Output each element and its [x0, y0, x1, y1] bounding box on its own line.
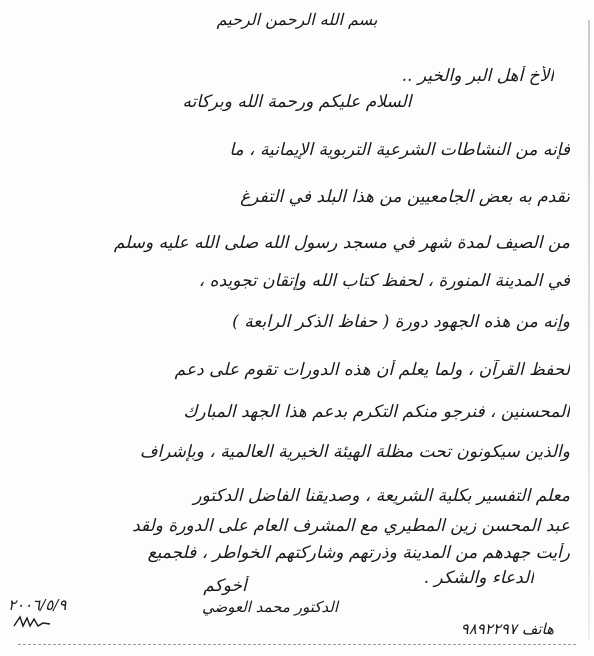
body-line: من الصيف لمدة شهر في مسجد رسول الله صلى الله عليه وسلم	[113, 233, 570, 253]
body-line: الدعاء والشكر .	[423, 568, 534, 588]
body-line: وإنه من هذه الجهود دورة ( حفاظ الذكر الرابعة )	[232, 312, 570, 332]
body-line: لحفظ القرآن ، ولما يعلم أن هذه الدورات تقوم على دعم	[174, 360, 570, 380]
body-line: رأيت جهدهم من المدينة وذرتهم وشاركتهم الخواطر ، فلجميع	[147, 543, 570, 563]
body-line: في المدينة المنورة ، لحفظ كتاب الله وإتقان تجويده ،	[198, 271, 570, 291]
body-line: فإنه من النشاطات الشرعية التربوية الإيمانية ، ما	[229, 140, 570, 160]
body-line: المحسنين ، فنرجو منكم التكرم بدعم هذا الجهد المبارك	[183, 402, 570, 422]
basmala: بسم الله الرحمن الرحيم	[216, 10, 378, 29]
body-line: معلم التفسير بكلية الشريعة ، وصديقنا الفاضل الدكتور	[193, 486, 570, 506]
signature-name: الدكتور محمد العوضي	[201, 598, 339, 616]
greeting-line: الأخ أهل البر والخير ..	[401, 66, 554, 86]
salam-line: السلام عليكم ورحمة الله وبركاته	[182, 92, 412, 112]
scan-edge-shadow	[588, 20, 590, 640]
body-line: تقدم به بعض الجامعيين من هذا البلد في التفرغ	[240, 187, 570, 207]
body-line: والذين سيكونون تحت مظلة الهيئة الخيرية العالمية ، وبإشراف	[139, 442, 570, 462]
bottom-dashed-rule	[18, 644, 576, 645]
body-line: عبد المحسن زين المطيري مع المشرف العام على الدورة ولقد	[132, 516, 570, 536]
letter-date: ٢٠٠٦/٥/٩	[8, 596, 67, 614]
signature-scribble	[12, 614, 52, 630]
closing: أخوكم	[203, 576, 247, 596]
phone-number: هاتف ٩٨٩٢٢٩٧	[460, 620, 554, 638]
